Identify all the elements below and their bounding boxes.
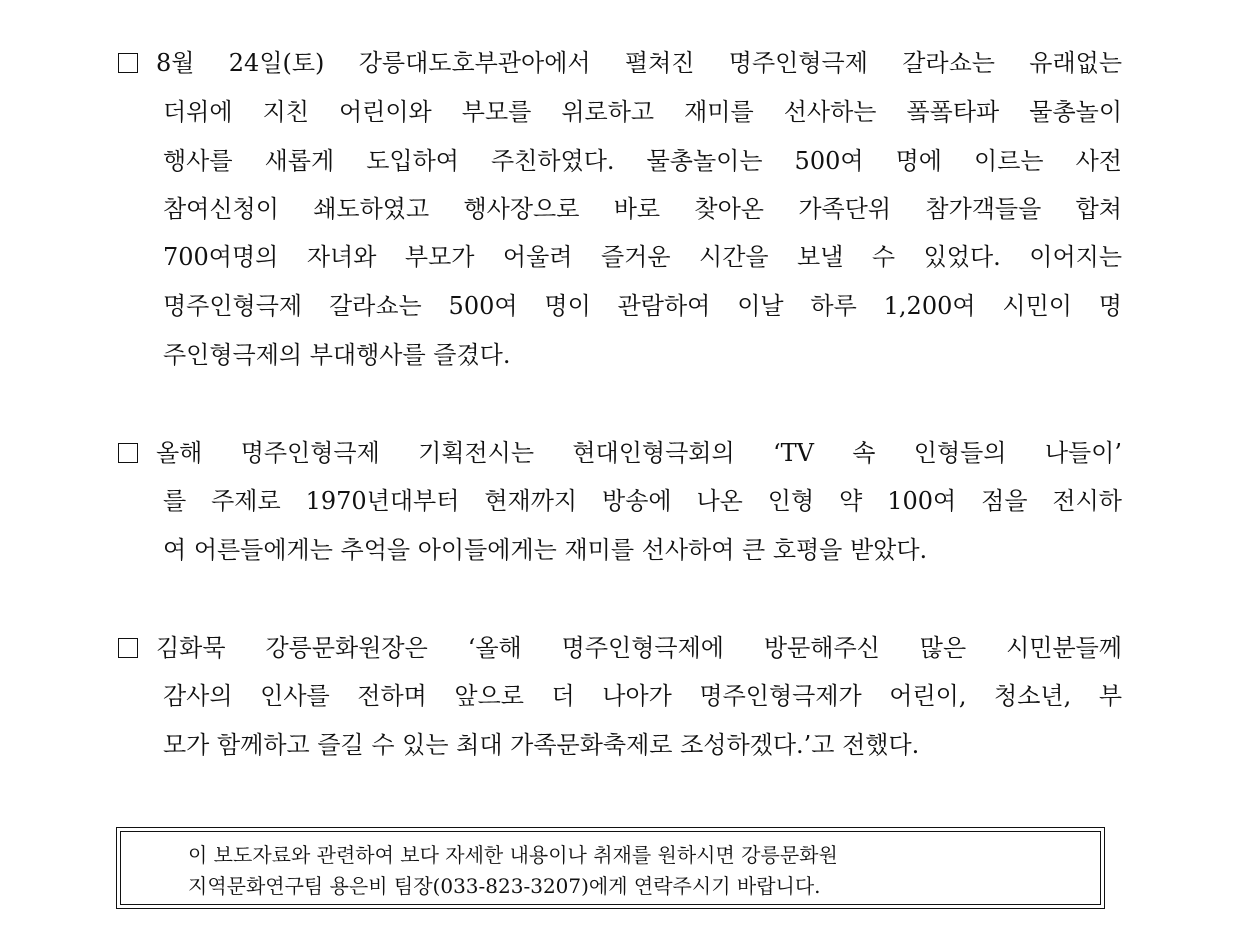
paragraph-line: 모가 함께하고 즐길 수 있는 최대 가족문화축제로 조성하겠다.’고 전했다. <box>163 731 920 759</box>
paragraph-text: 올해 명주인형극제 기획전시는 현대인형극회의 ‘TV 속 인형들의 나들이’ <box>156 439 1122 467</box>
paragraph-line: 를 주제로 1970년대부터 현재까지 방송에 나온 인형 약 100여 점을 전시하 <box>163 487 1122 515</box>
paragraph-line: 감사의 인사를 전하며 앞으로 더 나아가 명주인형극제가 어린이, 청소년, 부 <box>163 682 1122 710</box>
checkbox-bullet-icon <box>118 443 138 463</box>
checkbox-bullet-icon <box>118 53 138 73</box>
contact-line: 지역문화연구팀 용은비 팀장(033-823-3207)에게 연락주시기 바랍니다. <box>188 874 821 898</box>
paragraph-text: 김화묵 강릉문화원장은 ‘올해 명주인형극제에 방문해주신 많은 시민분들께 <box>156 634 1122 662</box>
paragraph-line: 명주인형극제 갈라쇼는 500여 명이 관람하여 이날 하루 1,200여 시민이 명 <box>163 292 1122 320</box>
paragraph-line <box>118 437 1122 469</box>
paragraph-line <box>118 47 1122 79</box>
paragraph-line: 행사를 새롭게 도입하여 주친하였다. 물총놀이는 500여 명에 이르는 사전 <box>163 147 1122 175</box>
paragraph-line: 주인형극제의 부대행사를 즐겼다. <box>163 341 511 369</box>
paragraph-line: 더위에 지친 어린이와 부모를 위로하고 재미를 선사하는 퐄퐄타파 물총놀이 <box>163 98 1122 126</box>
paragraph-line: 참여신청이 쇄도하였고 행사장으로 바로 찾아온 가족단위 참가객들을 합쳐 <box>163 195 1122 223</box>
paragraph-line <box>118 632 1122 664</box>
checkbox-bullet-icon <box>118 638 138 658</box>
paragraph-text: 8월 24일(토) 강릉대도호부관아에서 펼쳐진 명주인형극제 갈라쇼는 유래없는 <box>156 49 1122 77</box>
contact-line: 이 보도자료와 관련하여 보다 자세한 내용이나 취재를 원하시면 강릉문화원 <box>188 843 838 867</box>
paragraph-line: 여 어른들에게는 추억을 아이들에게는 재미를 선사하여 큰 호평을 받았다. <box>163 536 928 564</box>
paragraph-line: 700여명의 자녀와 부모가 어울려 즐거운 시간을 보낼 수 있었다. 이어지는 <box>163 243 1122 271</box>
